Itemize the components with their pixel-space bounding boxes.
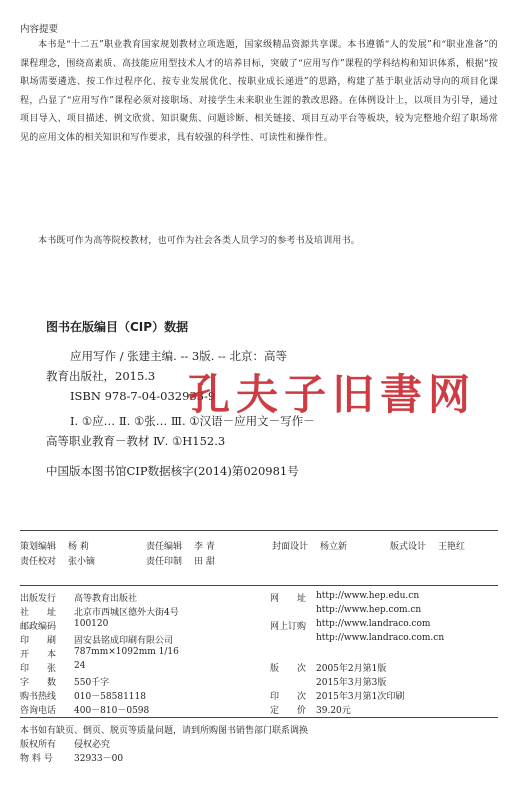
printer-label: 印 刷 <box>20 636 57 646</box>
quality-notice: 本书如有缺页、倒页、脱页等质量问题，请到所购图书销售部门联系调换 <box>20 726 309 736</box>
cip-line-4: Ⅰ. ①应… Ⅱ. ①张… Ⅲ. ①汉语－应用文－写作－ <box>70 414 315 428</box>
material-number: 32933－00 <box>74 754 124 764</box>
summary-title: 内容提要 <box>20 24 59 35</box>
words-label: 字 数 <box>20 678 57 688</box>
edition-1: 2005年2月第1版 <box>316 664 387 674</box>
consult: 400－810－0598 <box>74 706 150 716</box>
format-label: 开 本 <box>20 650 57 660</box>
hotline-label: 购书热线 <box>20 692 57 702</box>
price: 39.20元 <box>316 706 351 716</box>
layout-design: 王艳红 <box>438 542 466 552</box>
cover-design: 杨立新 <box>320 542 348 552</box>
proofreader: 张小镝 <box>68 557 96 567</box>
copyright: 侵权必究 <box>74 740 111 750</box>
sheets: 24 <box>74 661 86 671</box>
online-order-2[interactable]: http://www.landraco.com.cn <box>316 633 445 643</box>
postcode: 100120 <box>74 619 109 629</box>
divider-3 <box>20 717 498 718</box>
printer: 固安县铭成印刷有限公司 <box>74 636 174 646</box>
cip-line-2: 教育出版社，2015.3 <box>46 369 156 383</box>
words: 550千字 <box>74 678 110 688</box>
cover-design-label: 封面设计 <box>272 542 309 552</box>
print-supervisor-label: 责任印制 <box>146 557 183 567</box>
copyright-label: 版权所有 <box>20 740 57 750</box>
website-1[interactable]: http://www.hep.edu.cn <box>316 591 420 601</box>
impression-label: 印 次 <box>270 692 307 702</box>
address-label: 社 址 <box>20 608 57 618</box>
planning-editor-label: 策划编辑 <box>20 542 57 552</box>
divider-1 <box>20 530 498 531</box>
responsible-editor: 李 青 <box>194 542 215 552</box>
online-order-1[interactable]: http://www.landraco.com <box>316 619 431 629</box>
layout-design-label: 版式设计 <box>390 542 427 552</box>
price-label: 定 价 <box>270 706 307 716</box>
publisher: 高等教育出版社 <box>74 594 138 604</box>
watermark-logo: 孔夫子旧書网 <box>188 370 477 419</box>
responsible-editor-label: 责任编辑 <box>146 542 183 552</box>
edition-label: 版 次 <box>270 664 307 674</box>
website-2[interactable]: http://www.hep.com.cn <box>316 605 422 615</box>
postcode-label: 邮政编码 <box>20 622 57 632</box>
publisher-label: 出版发行 <box>20 594 57 604</box>
material-label: 物 料 号 <box>20 754 53 764</box>
divider-2 <box>20 585 498 586</box>
sheets-label: 印 张 <box>20 664 57 674</box>
format: 787mm×1092mm 1/16 <box>74 647 179 657</box>
cip-number: 中国版本图书馆CIP数据核字(2014)第020981号 <box>46 464 299 478</box>
address: 北京市西城区德外大街4号 <box>74 608 179 618</box>
edition-2: 2015年3月第3版 <box>316 678 387 688</box>
proofreader-label: 责任校对 <box>20 557 57 567</box>
cip-line-5: 高等职业教育－教材 Ⅳ. ①H152.3 <box>46 434 226 448</box>
consult-label: 咨询电话 <box>20 706 57 716</box>
website-label: 网 址 <box>270 594 307 604</box>
summary-paragraph-2: 本书既可作为高等院校教材，也可作为社会各类人员学习的参考书及培训用书。 <box>38 236 361 246</box>
cip-line-1: 应用写作 / 张建主编. -- 3版. -- 北京：高等 <box>70 349 287 363</box>
cip-title: 图书在版编目（CIP）数据 <box>46 320 189 334</box>
summary-paragraph-1: 本书是“十二五”职业教育国家规划教材立项选题，国家级精品资源共享课。本书遵循“人的发展”和“职业准备”的课程理念，围绕高素质、高技能应用型技术人才的培养目标，突破了“应用写作”课程的学科结构和知识体系，根据“按职场需要遴选、按工作过程序化、按专业发展优化、按职业成长递进”的思路，构建了基于职业活动导向的项目化课程，凸显了“应用写作”课程必须对接职场、对接学生未来职业生涯的教改思路。在体例设计上，以项目为引导，通过项目导入、项目描述、例文欣赏、知识聚焦、问题诊断、相关链接、项目互动平台等板块，较为完整地介绍了职场常见的应用文体的相关知识和写作要求，具有较强的科学性、可读性和操作性。 <box>20 40 498 143</box>
impression: 2015年3月第1次印刷 <box>316 692 405 702</box>
hotline: 010－58581118 <box>74 692 146 702</box>
online-order-label: 网上订购 <box>270 622 307 632</box>
cip-isbn: ISBN 978-7-04-032933-9 <box>70 389 216 403</box>
print-supervisor: 田 甜 <box>194 557 215 567</box>
planning-editor: 杨 莉 <box>68 542 89 552</box>
